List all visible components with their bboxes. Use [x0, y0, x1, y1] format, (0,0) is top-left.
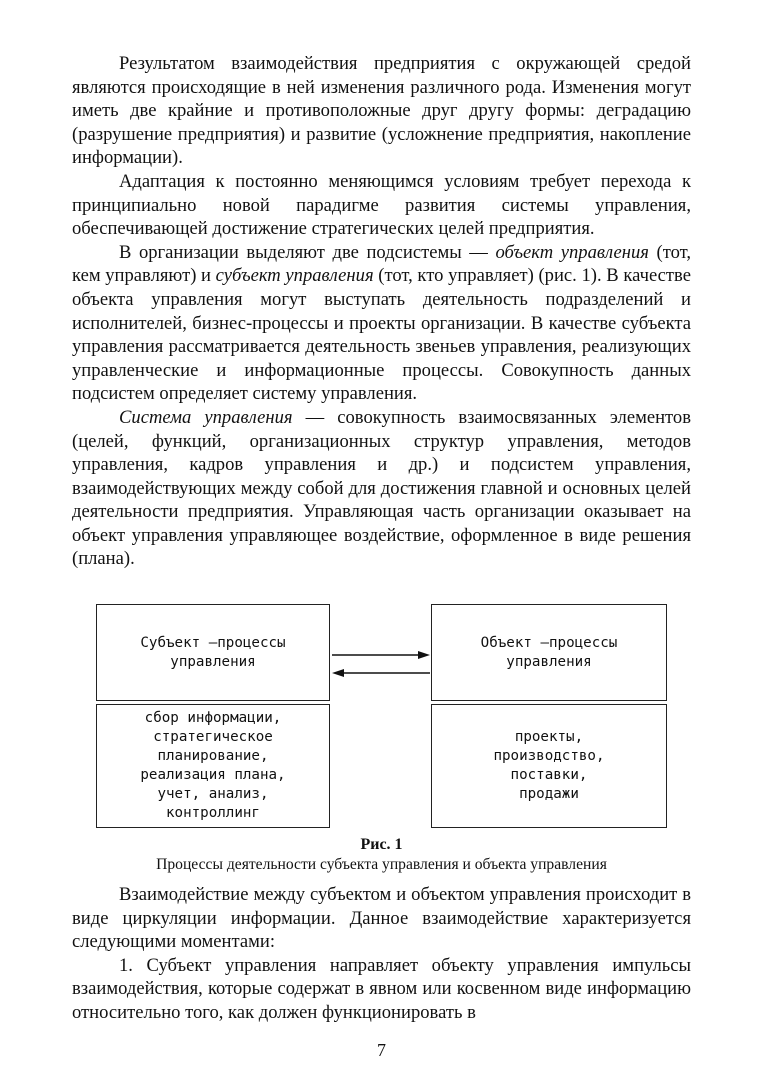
paragraph-2: Адаптация к постоянно меняющимся условиям требует перехода к принципиально новой парадигме развития системы управления, обеспечивающей достижение стратегических целей предприятия.	[72, 170, 691, 240]
page-number: 7	[377, 1040, 386, 1060]
term-control-system: Система управления	[119, 406, 293, 428]
interaction-arrows	[330, 640, 432, 690]
object-body-box	[431, 704, 667, 828]
paragraph-4-rest: — совокупность взаимосвязанных элементов (целей, функций, организационных структур управления, методов управления, кадров управления и др.) и подсистем управления, взаимодействующих между собой для достижения главной и основных целей деятельности предприятия. Управляющая часть организации оказывает на объект управления управляющее воздействие, оформленное в виде решения (плана).	[72, 406, 691, 570]
term-subject: субъект управления	[215, 265, 374, 287]
paragraph-3-part-1: В организации выделяют две подсистемы —	[119, 241, 496, 263]
arrow-left-icon	[332, 669, 430, 677]
figure-number: Рис. 1	[360, 836, 403, 853]
object-body-text: проекты, производство, поставки, продажи	[493, 729, 605, 802]
paragraph-5: Взаимодействие между субъектом и объектом управления происходит в виде циркуляции информации. Данное взаимодействие характеризуется следующими моментами:	[72, 884, 691, 953]
figure-title: Процессы деятельности субъекта управления и объекта управления	[156, 856, 607, 873]
object-header-box	[431, 604, 667, 701]
paragraph-4	[72, 406, 691, 571]
subject-header-box	[96, 604, 330, 701]
paragraph-3-part-2: (тот, кем управляют) и	[72, 241, 691, 287]
body-text-bottom	[72, 883, 691, 1025]
paragraph-3	[72, 241, 691, 406]
subject-header-text: Субъект –процессы управления	[140, 634, 286, 670]
paragraph-1: Результатом взаимодействия предприятия с окружающей средой являются происходящие в ней изменения различного рода. Изменения могут иметь две крайние и противоположные друг другу формы: деградацию (разрушение предприятия) и развитие (усложнение предприятия, накопление информации).	[72, 53, 691, 169]
arrow-right-icon	[332, 651, 430, 659]
term-object: объект управления	[495, 241, 649, 263]
paragraph-6: 1. Субъект управления направляет объекту управления импульсы взаимодействия, которые содержат в явном или косвенном виде информацию относительно того, как должен функционировать в	[72, 954, 691, 1023]
body-text-top	[72, 52, 691, 571]
subject-body-text: сбор информации, стратегическое планирование, реализация плана, учет, анализ, контроллинг	[140, 710, 286, 821]
subject-body-box	[96, 704, 330, 828]
object-header-text: Объект –процессы управления	[480, 634, 618, 670]
paragraph-3-part-3: (тот, кто управляет) (рис. 1). В качестве объекта управления могут выступать деятельность подразделений и исполнителей, бизнес-процессы и проекты организации. В качестве субъекта управления рассматривается деятельность звеньев управления, реализующих управленческие и информационные процессы. Совокупность данных подсистем определяет систему управления.	[72, 265, 691, 405]
